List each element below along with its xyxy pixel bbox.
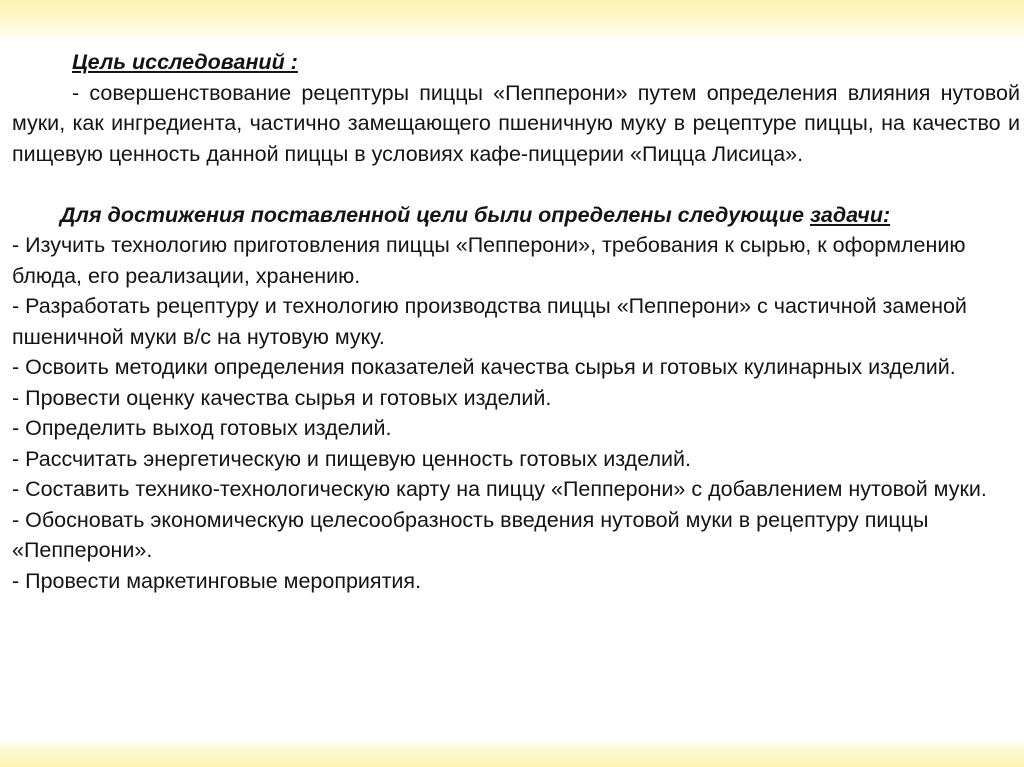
task-item-8: - Обосновать экономическую целесообразность введения нутовой муки в рецептуру пиццы «Пепперони». — [12, 507, 929, 562]
spacer — [12, 169, 1020, 200]
bottom-decorative-band — [0, 740, 1024, 767]
task-item-6: - Рассчитать энергетическую и пищевую ценность готовых изделий. — [12, 446, 692, 471]
task-item-7: - Составить технико-технологическую карту на пиццу «Пепперони» с добавлением нутовой муки. — [12, 477, 987, 501]
task-item-3: - Освоить методики определения показателей качества сырья и готовых кулинарных изделий. — [12, 355, 956, 379]
tasks-heading-intro: Для достижения поставленной цели были определены следующие — [60, 202, 810, 227]
task-item-4: - Провести оценку качества сырья и готовых изделий. — [12, 385, 552, 410]
task-item-5: - Определить выход готовых изделий. — [12, 416, 392, 440]
tasks-heading — [60, 200, 1020, 231]
task-item-9: - Провести маркетинговые мероприятия. — [12, 568, 422, 593]
tasks-list — [12, 230, 1020, 596]
top-decorative-band — [0, 0, 1024, 37]
goal-text: - совершенствование рецептуры пиццы «Пепперони» путем определения влияния нутовой муки, как ингредиента, частично замещающего пшеничную муку в рецептуре пиццы, на качество и пищевую ценность данной пиццы в условиях кафе-пиццерии «Пицца Лисица». — [12, 80, 1020, 166]
task-item-2: - Разработать рецептуру и технологию производства пиццы «Пепперони» с частичной заменой пшеничной муки в/с на нутовую муку. — [12, 294, 967, 349]
tasks-heading-keyword: задачи: — [809, 202, 891, 227]
slide-content — [12, 47, 1020, 596]
goal-heading: Цель исследований : — [72, 50, 298, 74]
task-item-1: - Изучить технологию приготовления пиццы «Пепперони», требования к сырью, к оформлению блюда, его реализации, хранению. — [12, 233, 966, 288]
